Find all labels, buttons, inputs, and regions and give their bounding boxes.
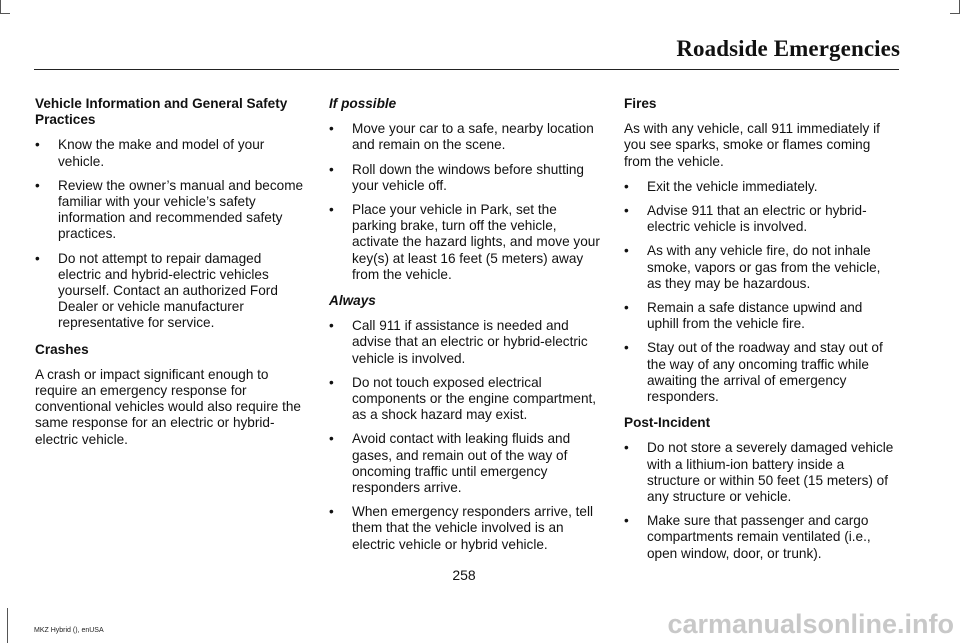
list-item-text: Stay out of the roadway and stay out of the way of any oncoming traffic while awaiting the arrival of emergency responders. bbox=[647, 340, 883, 405]
list-item-text: Do not attempt to repair damaged electric and hybrid-electric vehicles yourself. Contact an authorized Ford Dealer or vehicle manufacturer representative for service. bbox=[58, 250, 278, 331]
content-column-2 bbox=[329, 96, 601, 563]
bullet-list bbox=[624, 179, 896, 405]
section-heading: Vehicle Information and General Safety Practices bbox=[35, 96, 288, 128]
section-heading: Crashes bbox=[35, 341, 89, 357]
title-divider bbox=[34, 69, 899, 70]
bullet-dot-icon: • bbox=[624, 513, 629, 529]
list-item bbox=[624, 243, 896, 292]
bullet-dot-icon: • bbox=[624, 243, 629, 259]
bullet-list bbox=[624, 440, 896, 561]
list-item-text: Roll down the windows before shutting your vehicle off. bbox=[352, 161, 584, 193]
bullet-dot-icon: • bbox=[329, 431, 334, 447]
document-id: MKZ Hybrid (), enUSA bbox=[34, 627, 104, 634]
list-item bbox=[624, 440, 896, 505]
crop-mark bbox=[0, 13, 10, 14]
list-item-text: Exit the vehicle immediately. bbox=[647, 178, 818, 194]
bullet-dot-icon: • bbox=[35, 250, 40, 266]
bullet-dot-icon: • bbox=[624, 178, 629, 194]
section bbox=[329, 96, 601, 283]
section bbox=[624, 96, 896, 405]
list-item-text: Remain a safe distance upwind and uphill from the vehicle fire. bbox=[647, 300, 863, 332]
list-item bbox=[329, 375, 601, 424]
list-item-text: Make sure that passenger and cargo compartments remain ventilated (i.e., open window, door, or trunk). bbox=[647, 513, 871, 561]
bullet-list bbox=[329, 318, 601, 553]
page-number: 258 bbox=[452, 567, 476, 583]
section bbox=[35, 96, 307, 332]
list-item-text: Call 911 if assistance is needed and advise that an electric or hybrid-electric vehicle is involved. bbox=[352, 318, 588, 366]
list-item-text: When emergency responders arrive, tell them that the vehicle involved is an electric vehicle or hybrid vehicle. bbox=[352, 504, 594, 552]
watermark-logo: carmanualsonline.info bbox=[667, 609, 954, 639]
bullet-dot-icon: • bbox=[329, 202, 334, 218]
section-heading: Post-Incident bbox=[624, 415, 711, 431]
list-item bbox=[329, 121, 601, 153]
list-item bbox=[624, 340, 896, 405]
section bbox=[624, 415, 896, 562]
crop-mark bbox=[950, 13, 960, 14]
bullet-dot-icon: • bbox=[624, 203, 629, 219]
page-title: Roadside Emergencies bbox=[676, 36, 900, 61]
bullet-dot-icon: • bbox=[329, 121, 334, 137]
list-item bbox=[624, 203, 896, 235]
list-item-text: Do not touch exposed electrical components or the engine compartment, as a shock hazard may exist. bbox=[352, 374, 597, 423]
section-heading: If possible bbox=[329, 96, 397, 111]
section-heading: Always bbox=[329, 293, 376, 309]
list-item-text: Do not store a severely damaged vehicle with a lithium-ion battery inside a structure or within 50 feet (15 meters) of any structure or vehicle. bbox=[647, 440, 894, 505]
crop-mark bbox=[7, 608, 8, 643]
bullet-dot-icon: • bbox=[329, 374, 334, 390]
bullet-dot-icon: • bbox=[624, 440, 629, 456]
list-item bbox=[329, 504, 601, 553]
list-item bbox=[624, 179, 896, 195]
content-column-3 bbox=[624, 96, 896, 572]
list-item-text: Avoid contact with leaking fluids and gases, and remain out of the way of oncoming traffic until emergency responders arrive. bbox=[352, 431, 571, 496]
list-item-text: Place your vehicle in Park, set the parking brake, turn off the vehicle, activate the hazard lights, and move your key(s) at least 16 feet (5 meters) away from the vehicle. bbox=[352, 202, 600, 282]
list-item-text: Review the owner’s manual and become familiar with your vehicle’s safety information and recommended safety practices. bbox=[58, 177, 304, 242]
list-item bbox=[624, 513, 896, 562]
list-item-text: As with any vehicle fire, do not inhale smoke, vapors or gas from the vehicle, as they may be hazardous. bbox=[647, 243, 881, 291]
section-heading: Fires bbox=[624, 96, 657, 111]
crop-mark bbox=[0, 0, 1, 14]
bullet-dot-icon: • bbox=[35, 177, 40, 193]
bullet-list bbox=[329, 121, 601, 283]
bullet-list bbox=[35, 137, 307, 331]
bullet-dot-icon: • bbox=[624, 300, 629, 316]
list-item bbox=[35, 251, 307, 332]
list-item bbox=[35, 178, 307, 243]
list-item bbox=[329, 162, 601, 194]
section bbox=[35, 342, 307, 448]
bullet-dot-icon: • bbox=[329, 318, 334, 334]
bullet-dot-icon: • bbox=[329, 504, 334, 520]
section bbox=[329, 293, 601, 553]
bullet-dot-icon: • bbox=[329, 161, 334, 177]
list-item-text: Know the make and model of your vehicle. bbox=[58, 137, 265, 169]
bullet-dot-icon: • bbox=[35, 137, 40, 153]
content-column-1 bbox=[35, 96, 307, 458]
list-item bbox=[35, 137, 307, 169]
list-item bbox=[329, 431, 601, 496]
list-item-text: Move your car to a safe, nearby location and remain on the scene. bbox=[352, 121, 594, 153]
list-item bbox=[329, 202, 601, 283]
section-paragraph: A crash or impact significant enough to require an emergency response for conventional vehicles would also require the same response for an electric or hybrid-electric vehicle. bbox=[35, 366, 301, 447]
list-item bbox=[329, 318, 601, 367]
bullet-dot-icon: • bbox=[624, 340, 629, 356]
list-item-text: Advise 911 that an electric or hybrid-electric vehicle is involved. bbox=[647, 203, 867, 235]
section-paragraph: As with any vehicle, call 911 immediately if you see sparks, smoke or flames coming from the vehicle. bbox=[624, 121, 880, 169]
list-item bbox=[624, 300, 896, 332]
